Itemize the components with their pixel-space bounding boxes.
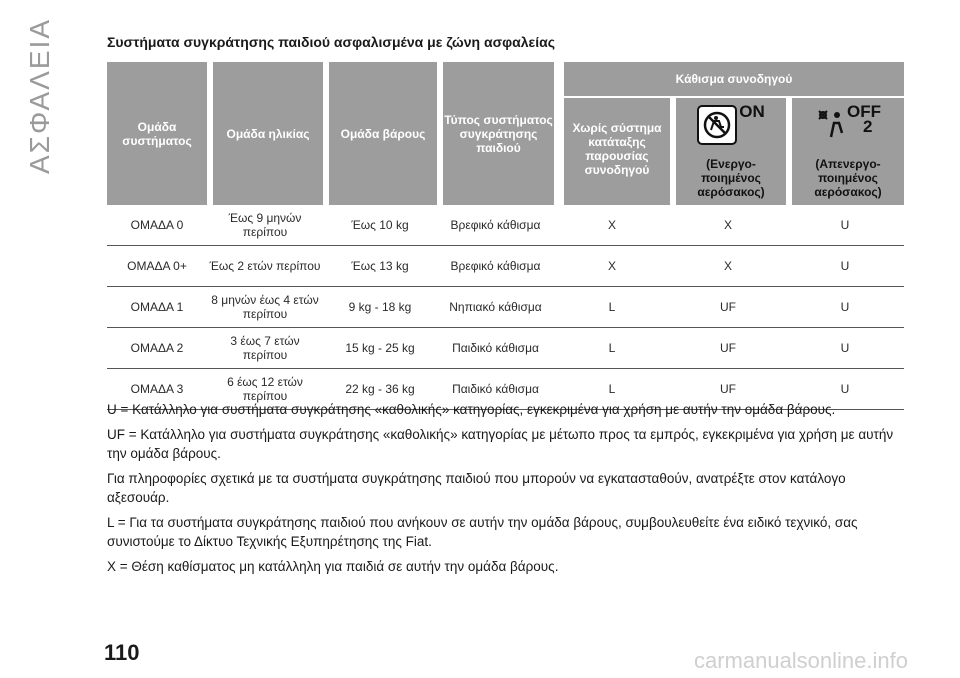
cell-airbag-on: X — [670, 205, 786, 246]
cell-type: Βρεφικό κάθισμα — [437, 246, 554, 287]
legend-item: L = Για τα συστήματα συγκράτησης παιδιού που ανήκουν σε αυτήν την ομάδα βάρους, συμβουλευθείτε ένα ειδικό τεχνικό, σας συνιστούμε το Δίκτυο Τεχνικής Εξυπηρέτησης της Fiat. — [107, 515, 858, 549]
page-title: Συστήματα συγκράτησης παιδιού ασφαλισμένα με ζώνη ασφαλείας — [107, 34, 555, 50]
cell-age: Έως 9 μηνών περίπου — [207, 205, 323, 246]
page-number: 110 — [104, 640, 140, 665]
watermark: carmanualsonline.info — [693, 648, 908, 673]
cell-airbag-on: X — [670, 246, 786, 287]
airbag-on-badge: ON — [739, 102, 765, 121]
airbag-off-label: (Απενεργο-ποιημένος αερόσακος) — [814, 157, 882, 199]
cell-weight: 15 kg - 25 kg — [323, 328, 437, 369]
child-seat-table — [107, 62, 904, 410]
table-row — [107, 287, 904, 328]
legend-item: Για πληροφορίες σχετικά με τα συστήματα συγκράτησης παιδιού που μπορούν να εγκατασταθούν, ανατρέξτε στον κατάλογο αξεσουάρ. — [107, 471, 846, 505]
cell-age: 8 μηνών έως 4 ετών περίπου — [207, 287, 323, 328]
header-passenger-seat: Κάθισμα συνοδηγού — [554, 62, 904, 98]
cell-type: Νηπιακό κάθισμα — [437, 287, 554, 328]
table-row — [107, 246, 904, 287]
header-age: Ομάδα ηλικίας — [207, 62, 323, 205]
cell-age: 3 έως 7 ετών περίπου — [207, 328, 323, 369]
header-airbag-on — [670, 98, 786, 205]
cell-weight: 9 kg - 18 kg — [323, 287, 437, 328]
table-row — [107, 205, 904, 246]
cell-type: Παιδικό κάθισμα — [437, 369, 554, 410]
legend-item: U = Κατάλληλο για συστήματα συγκράτησης «καθολικής» κατηγορίας, εγκεκριμένα για χρήση με αυτήν την ομάδα βάρους. — [107, 402, 836, 417]
airbag-on-label: (Ενεργο-ποιημένος αερόσακος) — [697, 157, 765, 199]
header-no-system-label: Χωρίς σύστημα κατάταξης παρουσίας συνοδηγού — [572, 121, 662, 177]
header-no-system — [554, 98, 670, 205]
cell-weight: 22 kg - 36 kg — [323, 369, 437, 410]
cell-age: Έως 2 ετών περίπου — [207, 246, 323, 287]
cell-weight: Έως 13 kg — [323, 246, 437, 287]
cell-group: ΟΜΑΔΑ 1 — [107, 287, 207, 328]
legend-item: UF = Κατάλληλο για συστήματα συγκράτησης «καθολικής» κατηγορίας με μέτωπο προς τα εμπρός, εγκεκριμένα για χρήση με αυτήν την ομάδα βάρους. — [107, 427, 894, 461]
airbag-on-icon — [697, 105, 737, 145]
cell-no-system: L — [554, 328, 670, 369]
section-side-tab: ΑΣΦΑΛΕΙΑ — [24, 17, 55, 175]
cell-airbag-on: UF — [670, 287, 786, 328]
cell-no-system: L — [554, 369, 670, 410]
cell-airbag-off: U — [786, 246, 904, 287]
cell-weight: Έως 10 kg — [323, 205, 437, 246]
cell-airbag-off: U — [786, 328, 904, 369]
airbag-off-badge: OFF — [847, 102, 881, 121]
airbag-off-icon — [815, 105, 845, 148]
cell-airbag-off: U — [786, 205, 904, 246]
cell-no-system: L — [554, 287, 670, 328]
legend — [107, 400, 904, 582]
cell-airbag-on: UF — [670, 369, 786, 410]
cell-no-system: X — [554, 246, 670, 287]
header-airbag-off — [786, 98, 904, 205]
cell-no-system: X — [554, 205, 670, 246]
airbag-off-badge-number: 2 — [863, 117, 873, 136]
cell-type: Παιδικό κάθισμα — [437, 328, 554, 369]
cell-airbag-off: U — [786, 369, 904, 410]
table-row — [107, 328, 904, 369]
cell-group: ΟΜΑΔΑ 2 — [107, 328, 207, 369]
cell-group: ΟΜΑΔΑ 0+ — [107, 246, 207, 287]
cell-airbag-off: U — [786, 287, 904, 328]
cell-group: ΟΜΑΔΑ 0 — [107, 205, 207, 246]
header-weight: Ομάδα βάρους — [323, 62, 437, 205]
cell-age: 6 έως 12 ετών περίπου — [207, 369, 323, 410]
header-group: Ομάδα συστήματος — [107, 62, 207, 205]
legend-item: X = Θέση καθίσματος μη κατάλληλη για παιδιά σε αυτήν την ομάδα βάρους. — [107, 559, 559, 574]
cell-type: Βρεφικό κάθισμα — [437, 205, 554, 246]
cell-group: ΟΜΑΔΑ 3 — [107, 369, 207, 410]
cell-airbag-on: UF — [670, 328, 786, 369]
header-type: Τύπος συστήματος συγκράτησης παιδιού — [437, 62, 554, 205]
